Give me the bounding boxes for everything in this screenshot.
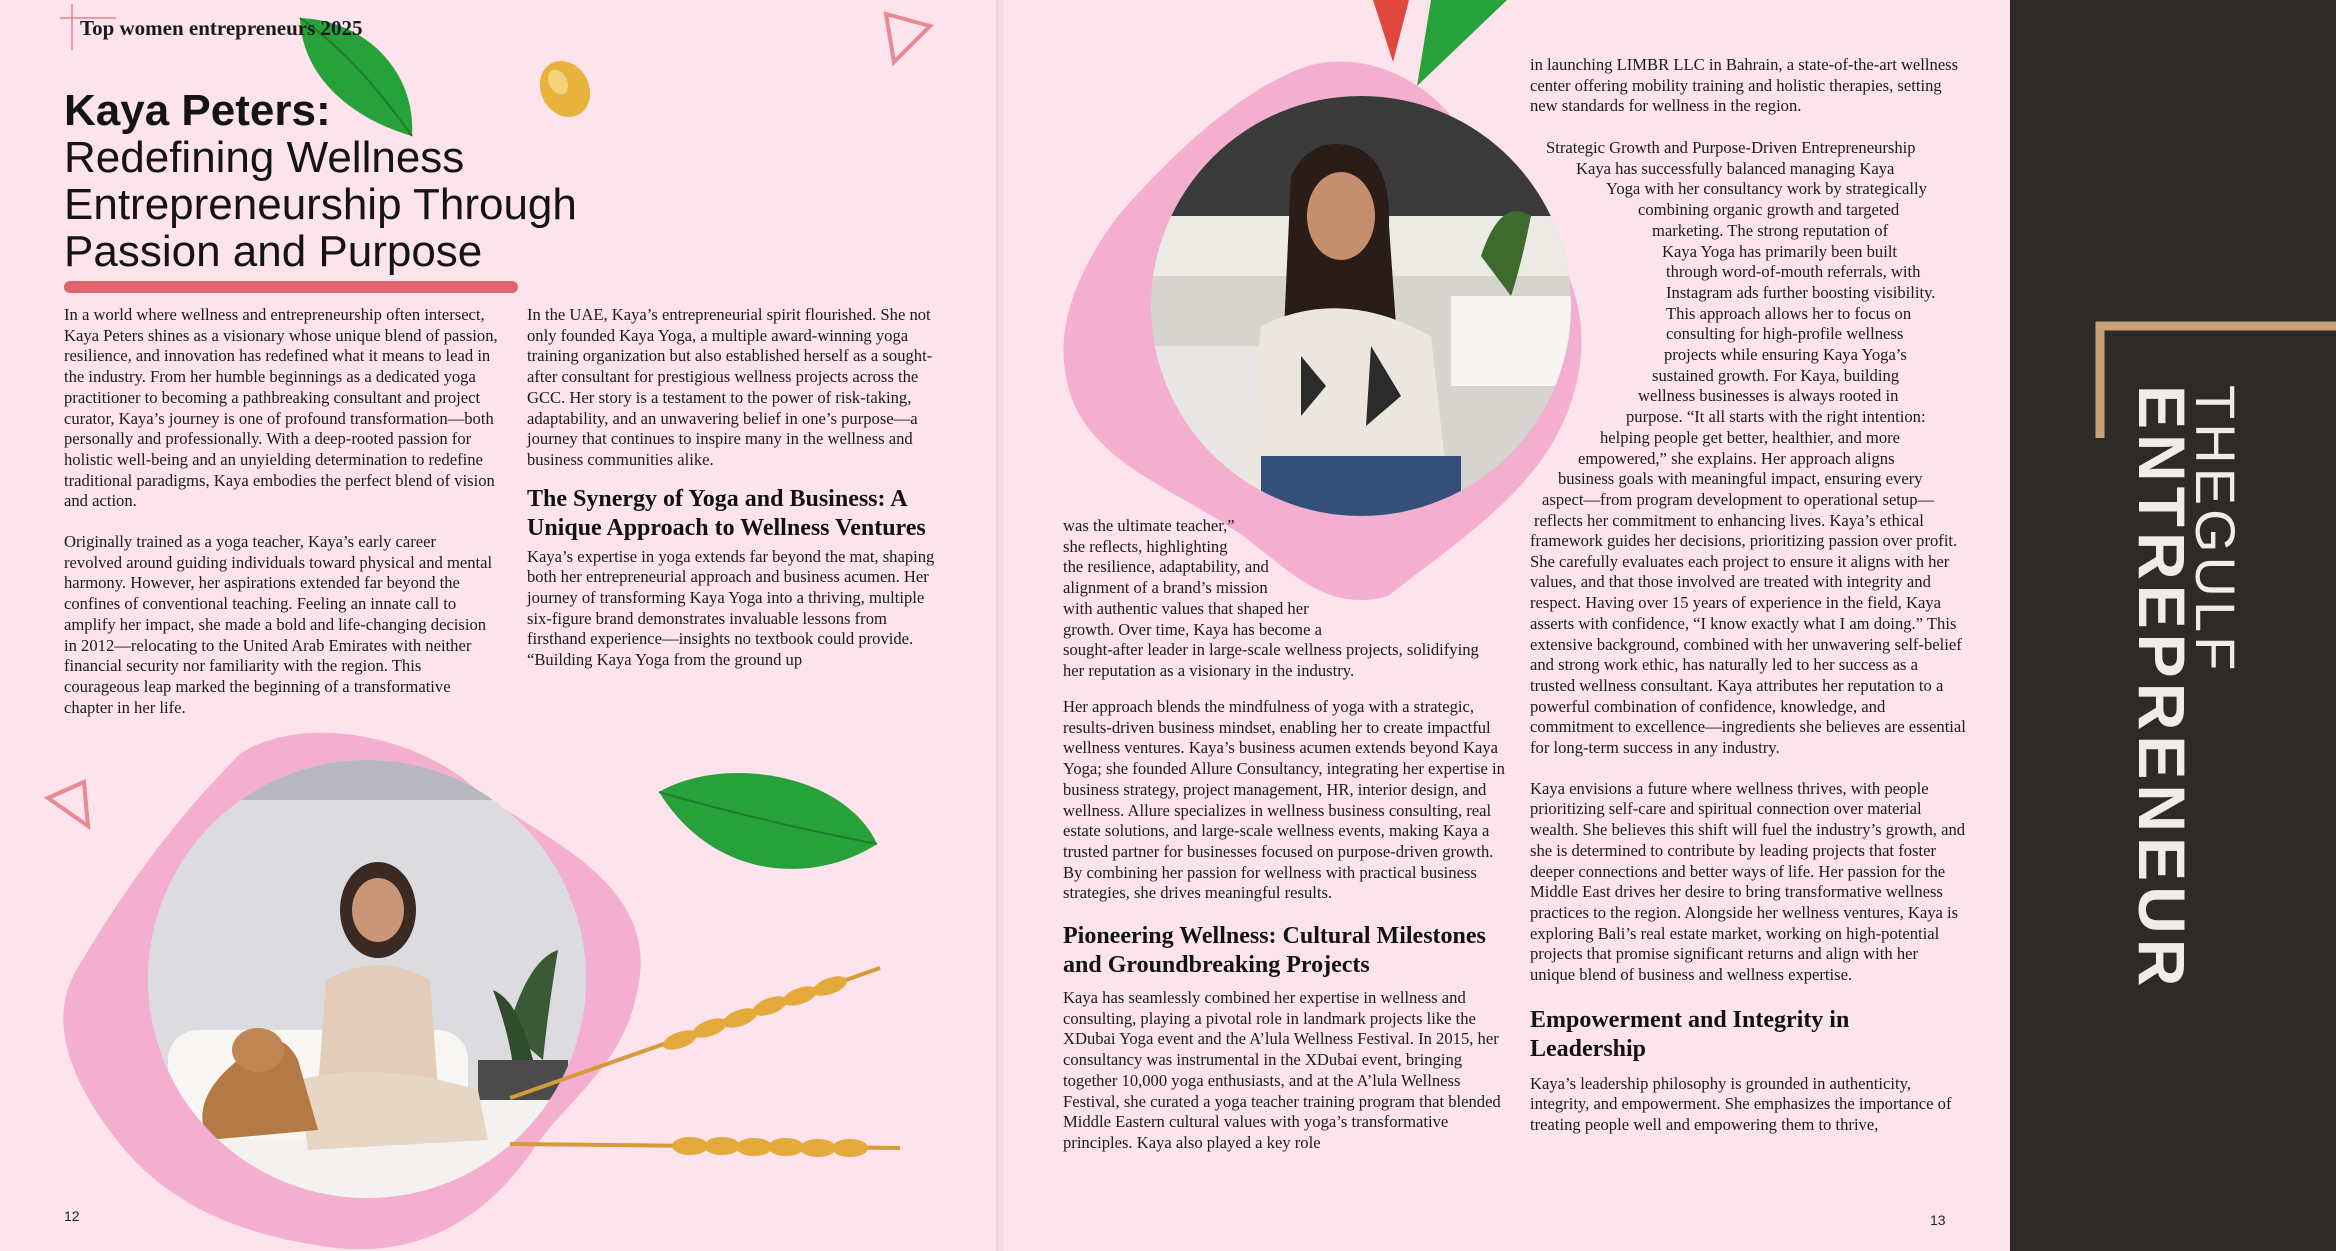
strategic-growth-block xyxy=(1530,138,1970,531)
text-line: through word-of-mouth referrals, with xyxy=(1666,262,1921,282)
portrait-photo-cafe xyxy=(1151,96,1571,516)
brand-entrepreneur: ENTREPRENEUR xyxy=(2125,385,2199,992)
paragraph: Kaya has seamlessly combined her expertise in wellness and consulting, playing a pivotal role in landmark projects like the XDubai Yoga event and the A’lula Wellness Festival. In 2015, her consultancy was instrumental in the XDubai event, bringing together 10,000 yoga enthusiasts, and at the A’lula Wellness Festival, she curated a yoga teacher training program that blended Middle Eastern cultural values with yoga’s transformative principles. Kaya also played a key role xyxy=(1063,988,1501,1152)
text-line: Strategic Growth and Purpose-Driven Entrepreneurship xyxy=(1546,138,1916,157)
section-heading: Pioneering Wellness: Cultural Milestones and Groundbreaking Projects xyxy=(1063,923,1486,979)
text-line: helping people get better, healthier, and more xyxy=(1600,427,1901,447)
left-column-body xyxy=(1063,697,1515,1154)
green-leaf-icon xyxy=(655,764,885,894)
paragraph: Originally trained as a yoga teacher, Kaya’s early career revolved around guiding individuals toward physical and mental harmony. However, her aspirations extended far beyond the confines of conventional teaching. Feeling an innate call to amplify her impact, she made a bold and life-changing decision in 2012—relocating to the United Arab Emirates with neither financial security nor familiarity with the region. This courageous leap marked the beginning of a transformative chapter in her life. xyxy=(64,532,493,717)
text-line: Yoga with her consultancy work by strategically xyxy=(1606,179,1927,199)
title-name: Kaya Peters: xyxy=(64,86,331,135)
triangle-outline-icon xyxy=(878,6,938,66)
text-line: Kaya Yoga has primarily been built xyxy=(1662,241,1898,261)
article-title xyxy=(64,88,577,275)
text-line: sought-after leader in large-scale wellness projects, solidifying xyxy=(1063,640,1479,660)
text-line: purpose. “It all starts with the right intention: xyxy=(1626,407,1926,427)
text-line: marketing. The strong reputation of xyxy=(1652,220,1889,240)
text-line: with authentic values that shaped her xyxy=(1063,598,1309,618)
wheat-icon xyxy=(500,948,940,1208)
wrap-block xyxy=(1063,516,1513,682)
right-page xyxy=(1003,0,2010,1251)
text-line: empowered,” she explains. Her approach aligns xyxy=(1578,448,1895,468)
text-line: Kaya has successfully balanced managing Kaya xyxy=(1576,158,1895,178)
paragraph: framework guides her decisions, prioritizing passion over profit. She carefully evaluates each project to ensure it aligns with her values, and that those involved are treated with integrity and respect. Having over 15 years of experience in the field, Kaya asserts with confidence, “I know exactly what I am doing.” This extensive background, combined with her unwavering self-belief and strong work ethic, has naturally led to her success as a trusted wellness consultant. Kaya attributes her reputation to a powerful combination of confidence, knowledge, and commitment to excellence—ingredients she believes are essential for long-term success in any industry. xyxy=(1530,531,1966,758)
title-underline xyxy=(64,281,518,293)
paragraph: Kaya’s leadership philosophy is grounded in authenticity, integrity, and empowerment. She emphasizes the importance of treating people well and empowering them to thrive, xyxy=(1530,1073,1952,1135)
text-line: combining organic growth and targeted xyxy=(1638,200,1900,220)
title-line: Passion and Purpose xyxy=(64,227,483,276)
page-number: 12 xyxy=(64,1208,80,1224)
text-line: was the ultimate teacher,” xyxy=(1063,516,1235,535)
paragraph: In a world where wellness and entrepreneurship often intersect, Kaya Peters shines as a visionary whose unique blend of passion, resilience, and innovation has redefined what it means to lead in the industry. From her humble beginnings as a dedicated yoga practitioner to becoming a pathbreaking consultant and project curator, Kaya’s journey is one of profound transformation—both personally and professionally. With a deep-rooted passion for holistic well-being and an unyielding determination to redefine traditional paradigms, Kaya embodies the perfect blend of vision and action. xyxy=(64,305,498,511)
right-column-top xyxy=(1530,55,1970,117)
brand-the-gulf: THEGULF xyxy=(2184,385,2247,675)
text-line: reflects her commitment to enhancing lives. Kaya’s ethical xyxy=(1534,510,1924,530)
section-heading: Empowerment and Integrity in Leadership xyxy=(1530,1006,1850,1062)
text-line: Instagram ads further boosting visibility. xyxy=(1666,282,1936,302)
paragraph: in launching LIMBR LLC in Bahrain, a state-of-the-art wellness center offering mobility training and holistic therapies, setting new standards for wellness in the region. xyxy=(1530,55,1959,116)
paragraph: In the UAE, Kaya’s entrepreneurial spirit flourished. She not only founded Kaya Yoga, a multiple award-winning yoga training organization but also established herself as a sought-after consultant for prestigious wellness projects across the GCC. Her story is a testament to the power of risk-taking, adaptability, and an unwavering belief in one’s purpose—a journey that continues to inspire many in the wellness and business communities alike. xyxy=(527,305,933,469)
text-line: consulting for high-profile wellness xyxy=(1666,324,1904,344)
text-line: business goals with meaningful impact, ensuring every xyxy=(1558,469,1923,489)
text-line: aspect—from program development to operational setup— xyxy=(1542,489,1935,509)
left-page xyxy=(0,0,1000,1251)
running-head: Top women entrepreneurs 2025 xyxy=(80,16,363,40)
text-line: sustained growth. For Kaya, building xyxy=(1652,365,1900,385)
text-line: her reputation as a visionary in the industry. xyxy=(1063,660,1355,680)
text-line: she reflects, highlighting xyxy=(1063,536,1228,556)
text-line: wellness businesses is always rooted in xyxy=(1638,386,1899,406)
page-number: 13 xyxy=(1930,1212,1946,1228)
strategic-growth-rest xyxy=(1530,531,1966,1136)
section-heading: The Synergy of Yoga and Business: A Unique Approach to Wellness Ventures xyxy=(527,485,926,541)
paragraph: Her approach blends the mindfulness of yoga with a strategic, results-driven business mindset, enabling her to create impactful wellness ventures. Kaya’s business acumen extends beyond Kaya Yoga; she founded Allure Consultancy, integrating her expertise in business strategy, project management, HR, interior design, and wellness. Allure specializes in wellness business consulting, real estate solutions, and large-scale wellness events, making Kaya a trusted partner for businesses focused on purpose-driven growth. By combining her passion for wellness with practical business strategies, she drives meaningful results. xyxy=(1063,697,1505,903)
title-line: Redefining Wellness xyxy=(64,133,465,182)
paragraph: Kaya’s expertise in yoga extends far beyond the mat, shaping both her entrepreneurial approach and business acumen. Her journey of transforming Kaya Yoga into a thriving, multiple six-figure brand demonstrates invaluable lessons from firsthand experience—insights no textbook could provide. “Building Kaya Yoga from the ground up xyxy=(527,546,935,670)
column-2 xyxy=(527,305,949,671)
text-line: This approach allows her to focus on xyxy=(1666,303,1912,323)
title-line: Entrepreneurship Through xyxy=(64,180,577,229)
text-line: alignment of a brand’s mission xyxy=(1063,578,1268,598)
column-1 xyxy=(64,305,498,718)
text-line: growth. Over time, Kaya has become a xyxy=(1063,619,1322,639)
text-line: projects while ensuring Kaya Yoga’s xyxy=(1664,345,1907,365)
text-line: the resilience, adaptability, and xyxy=(1063,557,1269,577)
brand-panel xyxy=(2010,0,2336,1251)
paragraph: Kaya envisions a future where wellness thrives, with people prioritizing self-care and spiritual connection over material wealth. She believes this shift will fuel the industry’s growth, and she is determined to contribute by leading projects that foster deeper connections and better ways of life. Her passion for the Middle East drives her desire to bring transformative wellness practices to the region. Alongside her wellness ventures, Kaya is exploring Bali’s real estate market, working on high-potential projects that promise significant returns and align with her unique blend of business and wellness expertise. xyxy=(1530,778,1966,985)
brand-wordmark xyxy=(2125,385,2247,1025)
